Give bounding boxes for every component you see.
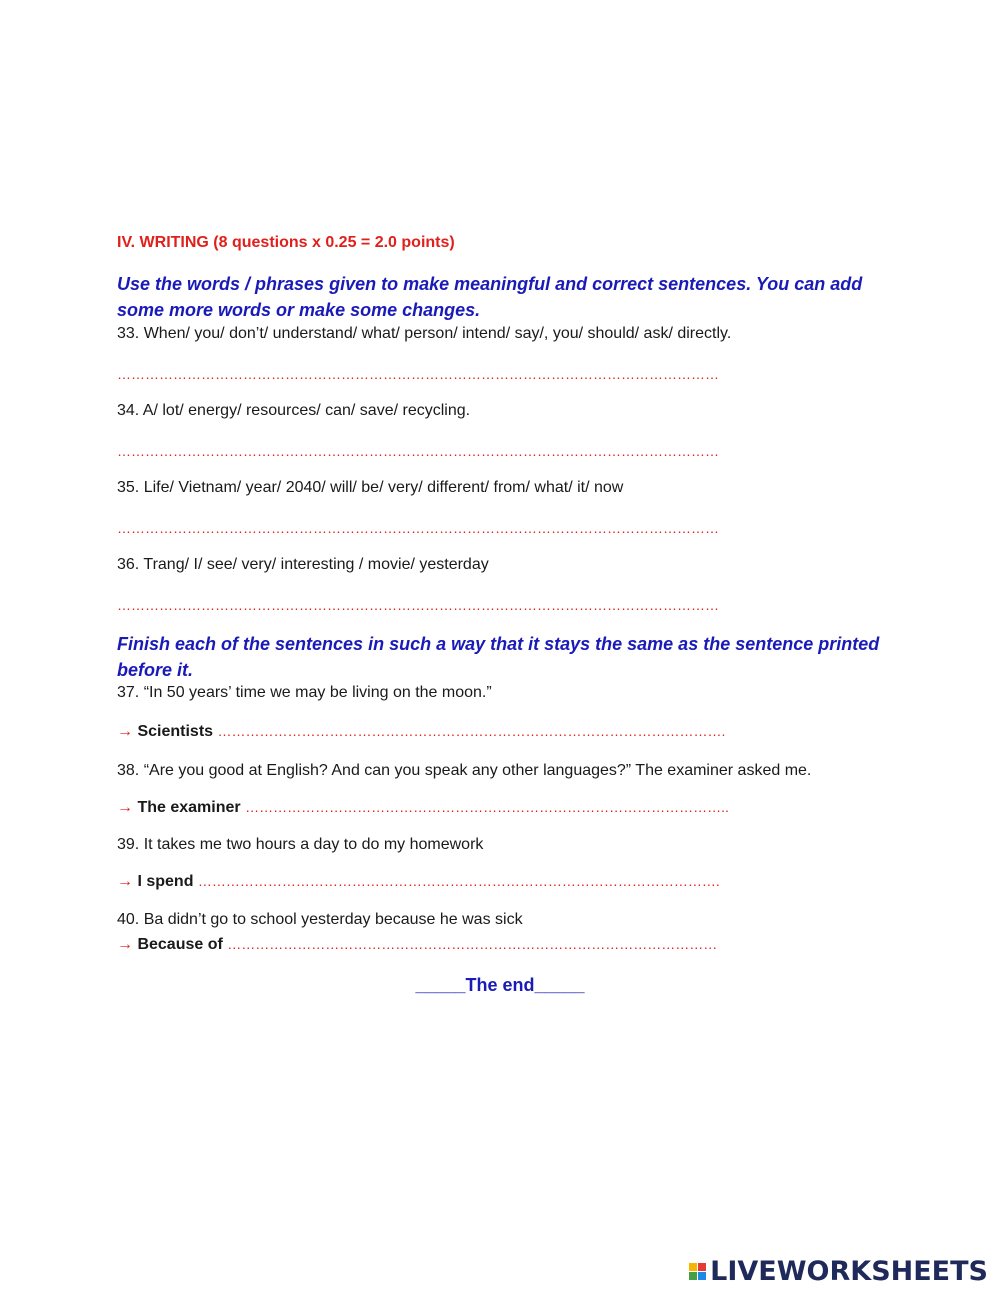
logo-block [689, 1272, 697, 1280]
arrow-icon: → [117, 873, 138, 890]
section-title: IV. WRITING (8 questions x 0.25 = 2.0 points) [117, 234, 455, 251]
liveworksheets-logo[interactable] [689, 1256, 988, 1287]
sentence-starter: Because of [137, 936, 228, 953]
answer-line-38[interactable]: ………………………………………………………………………………………….. [245, 799, 729, 815]
logo-blocks-icon [689, 1263, 706, 1280]
instruction-part1: Use the words / phrases given to make meaningful and correct sentences. You can add some more words or make some changes. [117, 274, 863, 320]
answer-line-39[interactable]: …………………………………………………………………………………………………. [197, 873, 720, 889]
logo-block [689, 1263, 697, 1271]
answer-line-34[interactable]: ………………………………………………………………………………………………………………… [117, 443, 719, 459]
question-36: 36. Trang/ I/ see/ very/ interesting / movie/ yesterday [117, 556, 489, 573]
question-39: 39. It takes me two hours a day to do my homework [117, 836, 484, 853]
question-35: 35. Life/ Vietnam/ year/ 2040/ will/ be/ very/ different/ from/ what/ it/ now [117, 479, 624, 496]
answer-line-36[interactable]: ………………………………………………………………………………………………………………… [117, 597, 719, 613]
answer-row-37 [117, 723, 725, 741]
answer-line-40[interactable]: …………………………………………………………………………………………… [227, 936, 718, 952]
answer-row-38 [117, 799, 729, 817]
arrow-icon: → [117, 936, 138, 953]
question-37: 37. “In 50 years’ time we may be living on the moon.” [117, 684, 492, 701]
logo-block [698, 1272, 706, 1280]
question-34: 34. A/ lot/ energy/ resources/ can/ save/ recycling. [117, 402, 471, 419]
sentence-starter: I spend [137, 873, 198, 890]
answer-line-37[interactable]: ………………………………………………………………………………………………. [217, 723, 726, 739]
answer-line-33[interactable]: ………………………………………………………………………………………………………………… [117, 366, 719, 382]
answer-row-39 [117, 873, 720, 891]
question-38: 38. “Are you good at English? And can you speak any other languages?” The examiner asked me. [117, 762, 812, 779]
logo-text: LIVEWORKSHEETS [710, 1256, 988, 1287]
sentence-starter: The examiner [137, 799, 246, 816]
sentence-starter: Scientists [137, 723, 218, 740]
question-33: 33. When/ you/ don’t/ understand/ what/ person/ intend/ say/, you/ should/ ask/ directly. [117, 325, 732, 342]
arrow-icon: → [117, 799, 138, 816]
question-40: 40. Ba didn’t go to school yesterday because he was sick [117, 911, 523, 928]
the-end: _____The end_____ [415, 975, 585, 995]
instruction-part2: Finish each of the sentences in such a way that it stays the same as the sentence printed before it. [117, 634, 880, 680]
logo-block [698, 1263, 706, 1271]
answer-line-35[interactable]: ………………………………………………………………………………………………………………… [117, 520, 719, 536]
answer-row-40 [117, 936, 717, 954]
arrow-icon: → [117, 723, 138, 740]
